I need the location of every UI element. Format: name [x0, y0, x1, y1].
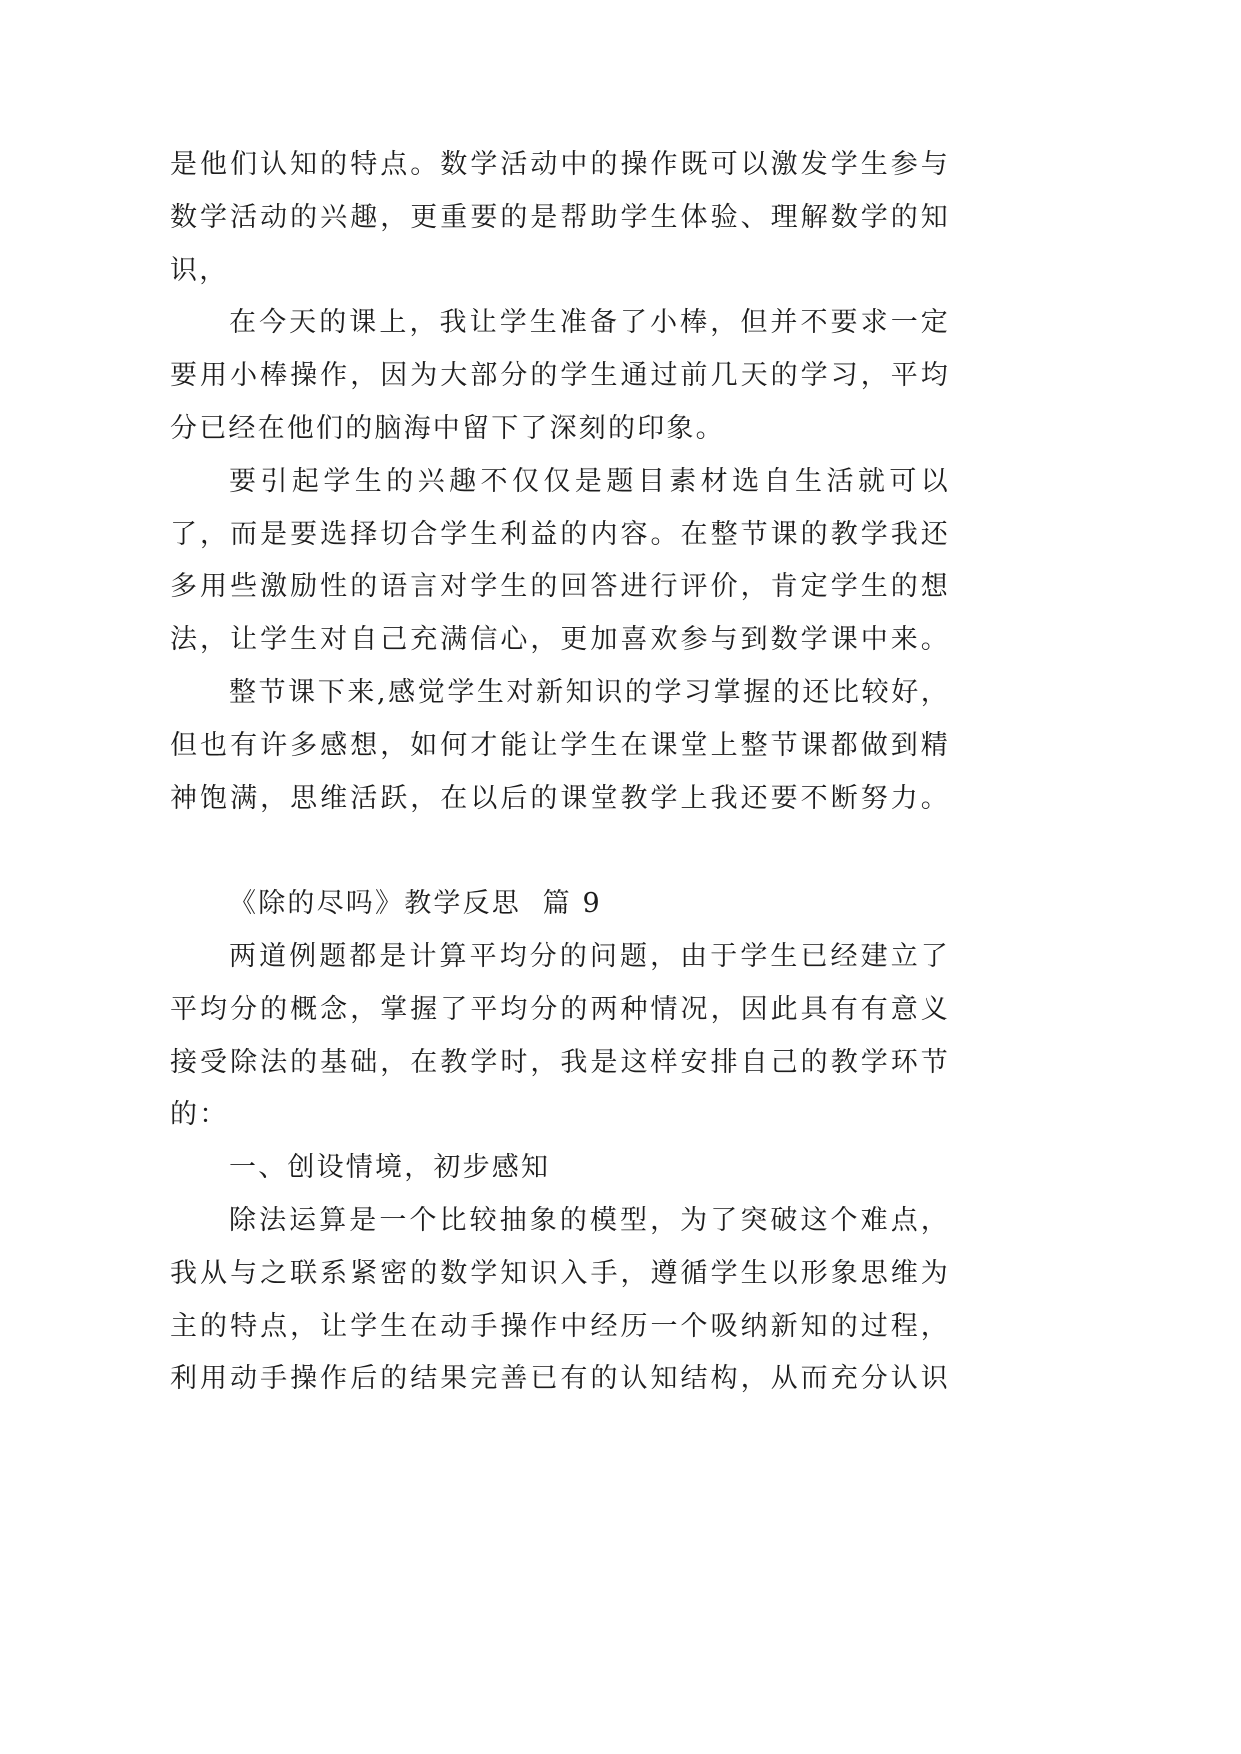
text-line: 法，让学生对自己充满信心，更加喜欢参与到数学课中来。: [170, 624, 950, 656]
blank-line: [170, 825, 950, 878]
paragraph: [170, 667, 950, 825]
text-line: 神饱满，思维活跃，在以后的课堂教学上我还要不断努力。: [170, 782, 950, 814]
text-line: 整节课下来,感觉学生对新知识的学习掌握的还比较好，: [229, 676, 950, 708]
text-line: 主的特点，让学生在动手操作中经历一个吸纳新知的过程，: [170, 1310, 950, 1342]
paragraph: [170, 139, 950, 297]
paragraph: [170, 297, 950, 455]
paragraph: [170, 931, 950, 1142]
text-line: 识，: [170, 254, 229, 286]
subheading: [170, 1142, 950, 1195]
text-line: 两道例题都是计算平均分的问题，由于学生已经建立了: [229, 940, 950, 972]
text-line: 但也有许多感想，如何才能让学生在课堂上整节课都做到精: [170, 729, 950, 761]
text-line: 接受除法的基础，在教学时，我是这样安排自己的教学环节: [170, 1046, 950, 1078]
text-line: 除法运算是一个比较抽象的模型，为了突破这个难点，: [229, 1204, 950, 1236]
text-line: 一、创设情境，初步感知: [229, 1152, 551, 1184]
text-line: 要引起学生的兴趣不仅仅是题目素材选自生活就可以: [229, 465, 950, 497]
text-line: 分已经在他们的脑海中留下了深刻的印象。: [170, 412, 725, 444]
text-line: 在今天的课上，我让学生准备了小棒，但并不要求一定: [229, 307, 950, 339]
section-title: 《除的尽吗》教学反思 篇 9: [229, 888, 602, 920]
text-line: 平均分的概念，掌握了平均分的两种情况，因此具有有意义: [170, 993, 950, 1025]
paragraph: [170, 456, 950, 667]
text-line: 是他们认知的特点。数学活动中的操作既可以激发学生参与: [170, 149, 950, 180]
text-line: 多用些激励性的语言对学生的回答进行评价，肯定学生的想: [170, 571, 950, 603]
document-page: [170, 139, 950, 1406]
text-line: 我从与之联系紧密的数学知识入手，遵循学生以形象思维为: [170, 1257, 950, 1289]
text-line: 要用小棒操作，因为大部分的学生通过前几天的学习，平均: [170, 360, 950, 392]
text-line: 的：: [170, 1099, 229, 1131]
text-line: 利用动手操作后的结果完善已有的认知结构，从而充分认识: [170, 1363, 950, 1395]
text-line: 数学活动的兴趣，更重要的是帮助学生体验、理解数学的知: [170, 201, 950, 233]
paragraph: [170, 1195, 950, 1406]
text-line: 了，而是要选择切合学生利益的内容。在整节课的教学我还: [170, 518, 950, 550]
